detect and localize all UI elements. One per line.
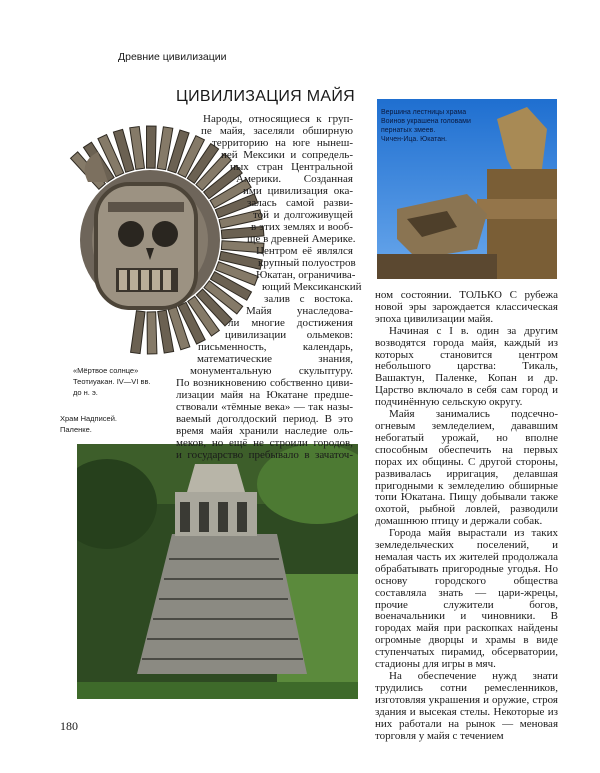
paragraph: Города майя вырастали из таких земледельческих поселений, и немалая часть их жителей продолжала обрабатывать пригородные угодья. Но основу городского общества составляла знать — цари-жрецы, прочие служители богов, военачальники и чиновники. В городах майя при раскопках найдены огромные дворцы и храмы в виде ступенчатых пирамид, обсерватории, стадионы для игры в мяч.: [375, 527, 558, 671]
sun-ray: [147, 126, 157, 168]
text-line: пе майя, заселяли обширную: [201, 125, 353, 137]
text-line: цивилизации ольмеков:: [225, 329, 353, 341]
text-line: ще в древней Америке.: [247, 233, 356, 245]
paragraph: На обеспечение нужд знати трудились сотни ремесленников, изготовляя украшения и оружие, строя здания и высекая стелы. Некоторые из них работали на рынок — меновая торговля у майя с течением: [375, 670, 558, 742]
text-line: ней Мексики и сопредель-: [221, 149, 353, 161]
paragraph: Майя занимались подсечно-огневым земледелием, дававшим небогатый урожай, но вполне способным обеспечить на первых порах их общины. С другой стороны, развивалась ирригация, делавшая пригодными к земледелию обширные топи Юкатана. Пищу добывали также охотой, рыбной ловлей, разводили домашнюю птицу и держали собак.: [375, 408, 558, 528]
text-line: Майя унаследова-: [246, 305, 353, 317]
body-text-right: [375, 290, 558, 742]
temple-caption: [60, 413, 155, 435]
text-line: в этих землях и вооб-: [251, 221, 353, 233]
caption-line: пернатых змеев.: [381, 127, 436, 134]
text-line: ющий Мексиканский: [262, 281, 362, 293]
caption-line: «Мёртвое солнце»: [73, 366, 139, 375]
paragraph: Начиная с I в. один за другим возводятся города майя, каждый из которых становится центром небольшого царства: Тикаль, Вашактун, Паленке, Копан и др. Царство включало в себя сам город и подчинённую сельскую округу.: [375, 324, 558, 409]
text-line: время майя хранили наследие оль-: [176, 425, 353, 437]
mask-caption: [73, 365, 168, 398]
caption-line: до н. э.: [73, 388, 98, 397]
text-line: Центром её являлся: [256, 245, 353, 257]
page-number: 180: [60, 719, 78, 733]
text-line: ваемый доголдоский период. В это: [176, 413, 353, 425]
text-line: ствовали «тёмные века» — так назы-: [176, 401, 353, 413]
text-line: территорию на юге нынеш-: [212, 137, 353, 149]
text-line: залась самой разви-: [247, 197, 353, 209]
text-line: Америки. Созданная: [236, 173, 353, 185]
caption-line: Теотиуакан. IV—VI вв.: [73, 377, 151, 386]
running-head: Древние цивилизации: [118, 51, 227, 63]
sun-ray: [131, 311, 145, 354]
chapter-title: ЦИВИЛИЗАЦИЯ МАЙЯ: [176, 88, 356, 105]
caption-line: Вершина лестницы храма: [381, 109, 467, 116]
text-line: Юкатан, ограничива-: [256, 269, 356, 281]
text-line: меков, но ещё не строили городов,: [176, 437, 353, 449]
text-line: монументальную скульптуру.: [190, 365, 353, 377]
caption-line: Воинов украшена головами: [381, 118, 471, 125]
text-line: и государство пребывало в зачаточ-: [176, 449, 353, 461]
temple-of-inscriptions-photo: [77, 444, 358, 699]
sun-ray: [147, 312, 157, 354]
caption-line: Храм Надписей.: [60, 414, 117, 423]
text-line: лизации майя на Юкатане предше-: [176, 389, 353, 401]
caption-line: Паленке.: [60, 425, 92, 434]
text-line: ими цивилизация ока-: [243, 185, 353, 197]
caption-line: Чичен-Ица. Юкатан.: [381, 136, 447, 143]
text-line: той и долгоживущей: [253, 209, 353, 221]
top-photo-caption: [381, 108, 471, 144]
text-line: математические знания,: [197, 353, 353, 365]
text-line: залив с востока.: [264, 293, 353, 305]
paragraph: ном состоянии. ТОЛЬКО С рубежа новой эры зарождается классическая эпоха цивилизации майя.: [375, 289, 558, 325]
text-line: крупный полуостров: [258, 257, 356, 269]
text-line: письменность, календарь,: [198, 341, 353, 353]
text-line: По возникновению собственно циви-: [176, 377, 353, 389]
text-line: ли многие достижения: [228, 317, 353, 329]
text-line: ных стран Центральной: [230, 161, 353, 173]
text-line: Народы, относящиеся к груп-: [203, 113, 353, 125]
